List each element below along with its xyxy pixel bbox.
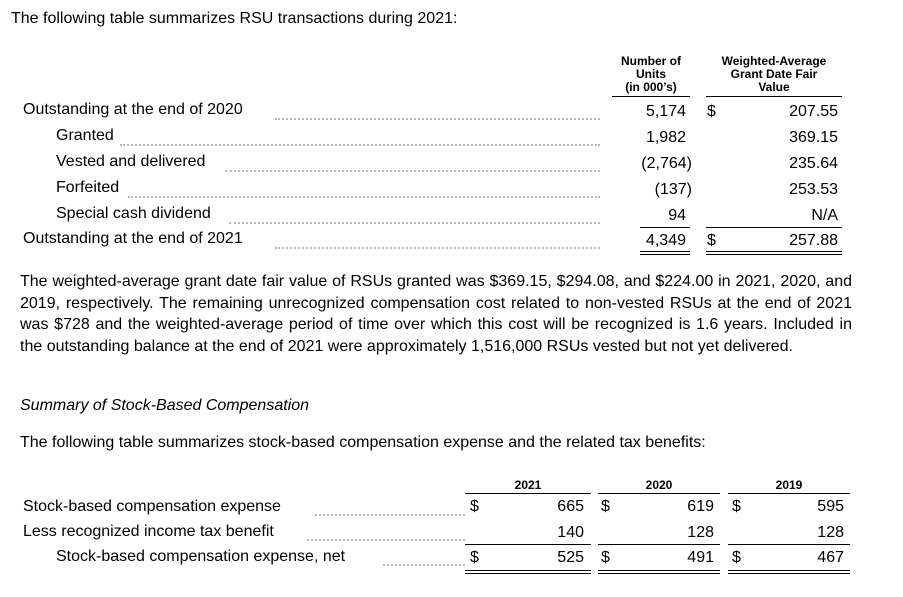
units-value: (2,764)	[641, 155, 692, 172]
fair-header-line-2: Grant Date Fair	[730, 67, 818, 81]
leader-dots	[120, 144, 600, 146]
fair-value: 257.88	[789, 232, 838, 249]
dollar-sign: $	[470, 549, 479, 566]
rsu-intro: The following table summarizes RSU transactions during 2021:	[11, 10, 458, 27]
fair-value: N/A	[811, 207, 838, 224]
comp-intro: The following table summarizes stock-based compensation expense and the related tax benefits:	[20, 434, 706, 451]
total-double-rule	[706, 251, 842, 255]
row-label: Forfeited	[56, 179, 122, 197]
dollar-sign: $	[707, 232, 716, 249]
leader-dots	[315, 514, 465, 516]
summary-heading: Summary of Stock-Based Compensation	[20, 397, 310, 414]
dollar-sign: $	[732, 549, 741, 566]
year-header-2019: 2019	[775, 478, 803, 492]
value-2021: 140	[557, 524, 584, 541]
units-value: 94	[668, 207, 686, 224]
leader-dots	[307, 539, 465, 541]
dollar-sign: $	[732, 498, 741, 515]
leader-dots	[275, 247, 600, 249]
dollar-sign: $	[707, 103, 716, 120]
row-label: Outstanding at the end of 2021	[23, 230, 246, 248]
value-2020: 491	[687, 549, 714, 566]
row-label: Less recognized income tax benefit	[23, 523, 277, 541]
leader-dots	[225, 170, 600, 172]
units-header-line-1: Number of	[621, 54, 681, 68]
value-2021: 525	[557, 549, 584, 566]
row-label: Granted	[56, 127, 117, 145]
fair-value: 253.53	[789, 181, 838, 198]
rsu-paragraph: The weighted-average grant date fair value of RSUs granted was $369.15, $294.08, and $224.00 in 2021, 2020, and 2019, respectively. The remaining unrecognized compensation cost related to non-vested RSUs at the end of 2021 was $728 and the weighted-average period of time over which this cost will be recognized is 1.6 years. Included in the outstanding balance at the end of 2021 were approximately 1,516,000 RSUs vested but not yet delivered.	[20, 273, 852, 355]
value-2019: 595	[817, 498, 844, 515]
dollar-sign: $	[601, 498, 610, 515]
leader-dots	[383, 564, 465, 566]
fair-header-underline	[706, 96, 842, 97]
subtotal-rule	[465, 544, 591, 545]
fair-value: 207.55	[789, 103, 838, 120]
total-double-rule	[598, 570, 720, 574]
row-label: Special cash dividend	[56, 205, 214, 223]
dollar-sign: $	[601, 549, 610, 566]
leader-dots	[128, 196, 600, 198]
units-value: (137)	[654, 181, 692, 198]
fair-value: 235.64	[789, 155, 838, 172]
dollar-sign: $	[470, 498, 479, 515]
fair-header-line-1: Weighted-Average	[721, 54, 827, 68]
units-value: 4,349	[645, 232, 686, 249]
total-double-rule	[465, 570, 591, 574]
year-header-2021: 2021	[514, 478, 542, 492]
row-label: Outstanding at the end of 2020	[23, 101, 246, 119]
subtotal-rule	[598, 544, 720, 545]
fair-value-column-header	[706, 55, 842, 94]
units-value: 1,982	[645, 129, 686, 146]
subtotal-rule	[706, 227, 842, 228]
units-header-underline	[612, 96, 690, 97]
subtotal-rule	[728, 544, 850, 545]
units-value: 5,174	[645, 103, 686, 120]
year-header-underline	[598, 493, 720, 494]
year-header-underline	[728, 493, 850, 494]
units-header-line-3: (in 000’s)	[625, 80, 677, 94]
value-2020: 128	[687, 524, 714, 541]
subtotal-rule	[640, 227, 690, 228]
value-2020: 619	[687, 498, 714, 515]
row-label: Vested and delivered	[56, 153, 208, 171]
row-label: Stock-based compensation expense	[23, 498, 284, 516]
year-header-underline	[465, 493, 591, 494]
year-header-2020: 2020	[645, 478, 673, 492]
leader-dots	[275, 118, 600, 120]
fair-value: 369.15	[789, 129, 838, 146]
value-2021: 665	[557, 498, 584, 515]
leader-dots	[229, 222, 600, 224]
fair-header-line-3: Value	[758, 80, 790, 94]
total-double-rule	[640, 251, 690, 255]
units-column-header	[612, 55, 690, 94]
value-2019: 128	[817, 524, 844, 541]
units-header-line-2: Units	[636, 67, 666, 81]
total-double-rule	[728, 570, 850, 574]
value-2019: 467	[817, 549, 844, 566]
row-label: Stock-based compensation expense, net	[56, 548, 348, 566]
